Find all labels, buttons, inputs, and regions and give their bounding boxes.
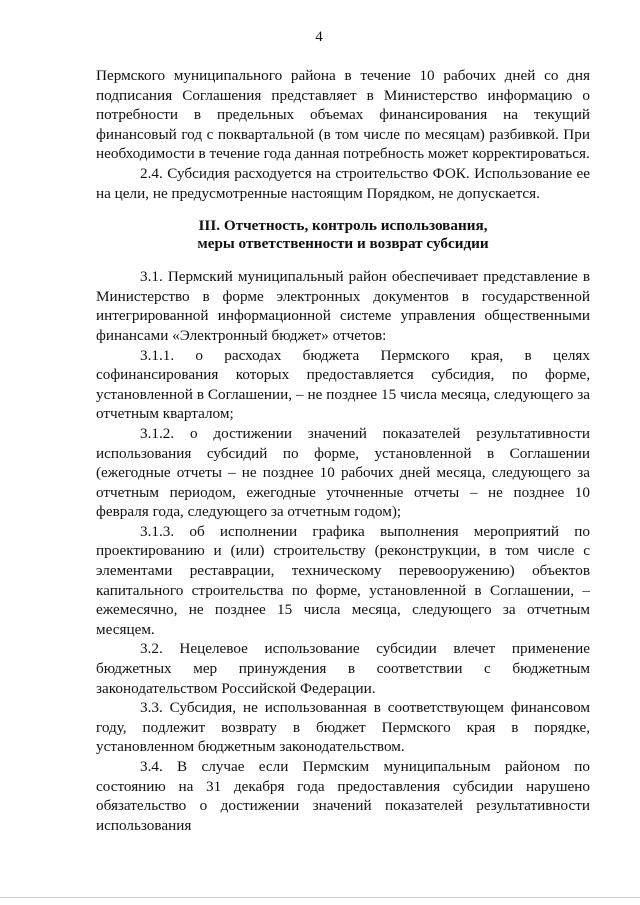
section-heading-line-2: меры ответственности и возврат субсидии xyxy=(197,235,489,253)
paragraph-3-1: 3.1. Пермский муниципальный район обеспечивает представление в Министерство в форме электронных документов в государственной интегрированной информационной системе управления общественными финансами «Электронный бюджет» отчетов: xyxy=(96,268,590,344)
paragraph-3-1-3: 3.1.3. об исполнении графика выполнения мероприятий по проектированию и (или) строительству (реконструкции, в том числе с элементами реставрации, техническому перевооружению) объектов капитального строительства по форме, установленной в Соглашении, – ежемесячно, не позднее 15 числа месяца, следующего за отчетным месяцем. xyxy=(96,522,590,638)
section-heading xyxy=(96,217,590,253)
paragraph-3-3: 3.3. Субсидия, не использованная в соответствующем финансовом году, подлежит возврату в бюджет Пермского края в порядке, установленном бюджетным законодательством. xyxy=(96,699,590,756)
paragraph-continuation: Пермского муниципального района в течение 10 рабочих дней со дня подписания Соглашения представляет в Министерство информацию о потребности в предельных объемах финансирования на текущий финансовый год с поквартальной (в том числе по месяцам) разбивкой. При необходимости в течение года данная потребность может корректироваться. xyxy=(96,67,590,163)
paragraph-3-1-2: 3.1.2. о достижении значений показателей результативности использования субсидий по форме, установленной в Соглашении (ежегодные отчеты – не позднее 10 рабочих дней месяца, следующего за отчетным периодом, ежегодные уточненные отчеты – не позднее 10 февраля года, следующего за отчетным годом); xyxy=(96,424,590,521)
page-bottom-edge xyxy=(0,897,640,901)
paragraph-2-4: 2.4. Субсидия расходуется на строительство ФОК. Использование ее на цели, не предусмотренные настоящим Порядком, не допускается. xyxy=(96,164,590,202)
page-number: 4 xyxy=(315,29,323,45)
paragraph-3-1-1: 3.1.1. о расходах бюджета Пермского края, в целях софинансирования которых предоставляется субсидия, по форме, установленной в Соглашении, – не позднее 15 числа месяца, следующего за отчетным кварталом; xyxy=(96,346,590,423)
section-heading-line-1: III. Отчетность, контроль использования, xyxy=(198,217,488,235)
paragraph-3-2: 3.2. Нецелевое использование субсидии влечет применение бюджетных мер принуждения в соответствии с бюджетным законодательством Российской Федерации. xyxy=(96,640,590,697)
paragraph-3-4: 3.4. В случае если Пермским муниципальным районом по состоянию на 31 декабря года предоставления субсидии нарушено обязательство о достижении значений показателей результативности использования xyxy=(96,758,590,834)
